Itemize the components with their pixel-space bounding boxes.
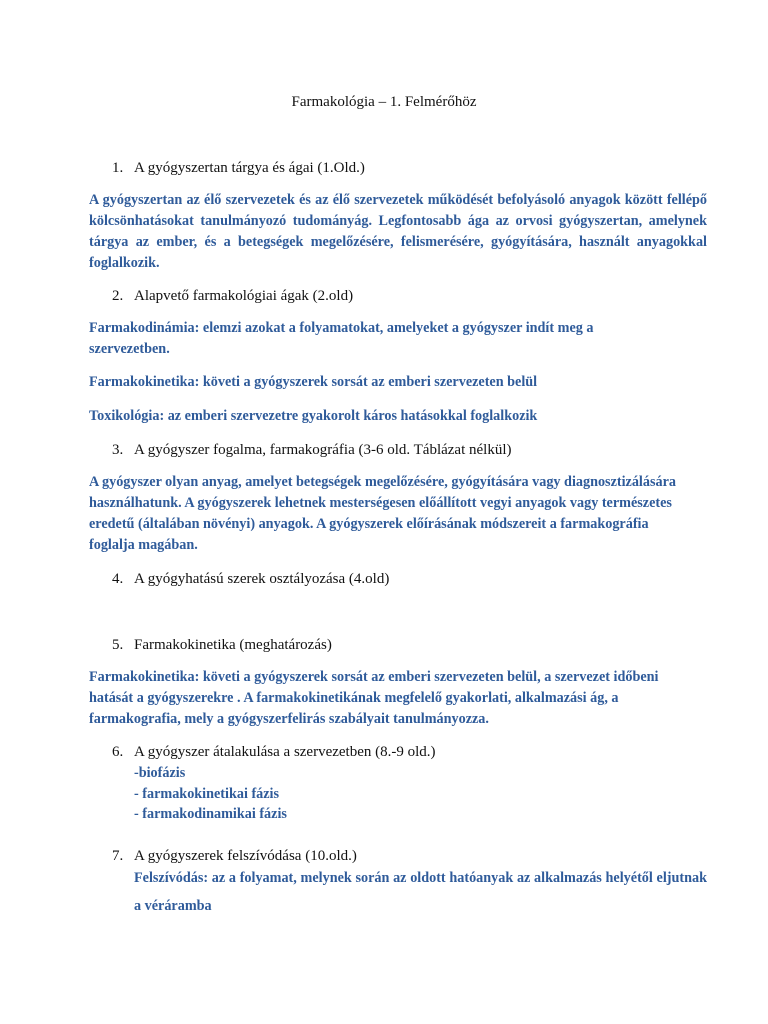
answer-7: Felszívódás: az a folyamat, melynek során az oldott hatóanyak az alkalmazás helyétől eljutnak a véráramba (134, 870, 707, 914)
question-number: 1. (112, 160, 124, 176)
question-4 (112, 569, 389, 589)
answer-farmakodinamia: Farmakodinámia: elemzi azokat a folyamatokat, amelyeket a gyógyszer indít meg a szervezetben. (89, 320, 594, 357)
question-text: Alapvető farmakológiai ágak (2.old) (134, 288, 354, 304)
question-number: 6. (112, 744, 124, 760)
answer-3: A gyógyszer olyan anyag, amelyet betegségek megelőzésére, gyógyítására vagy diagnosztizálására használhatunk. A gyógyszerek lehetnek mesterségesen előállított vegyi anyagok vagy természetes eredetű (általában növényi) anyagok. A gyógyszerek előírásának módszereit a farmakográfia foglalja magában. (89, 474, 676, 553)
question-number: 3. (112, 442, 124, 458)
question-5 (112, 635, 332, 655)
question-2 (112, 286, 353, 306)
question-number: 4. (112, 571, 124, 587)
question-7 (112, 846, 357, 866)
question-number: 2. (112, 288, 124, 304)
question-3 (112, 440, 512, 460)
question-6 (112, 742, 436, 762)
answer-5: Farmakokinetika: követi a gyógyszerek sorsát az emberi szervezeten belül, a szervezet időbeni hatását a gyógyszerekre . A farmakokinetikának megfelelő gyakorlati, alkalmazási ág, a farmakografia, mely a gyógyszerfelirás szabályait tanulmányozza. (89, 669, 659, 727)
phase-farmakokinetikai: - farmakokinetikai fázis (134, 785, 280, 802)
answer-1: A gyógyszertan az élő szervezetek és az élő szervezetek működését befolyásoló anyagok között fellépő kölcsönhatásokat tanulmányozó tudományág. Legfontosabb ága az orvosi gyógyszertan, amelynek tárgya az ember, és a betegségek megelőzésére, felismerésére, gyógyítására, használt anyagokkal foglalkozik. (89, 192, 707, 271)
question-text: A gyógyszerek felszívódása (10.old.) (134, 848, 357, 864)
question-text: A gyógyszer átalakulása a szervezetben (8.-9 old.) (134, 744, 436, 760)
question-text: A gyógyhatású szerek osztályozása (4.old) (134, 571, 390, 587)
question-number: 7. (112, 848, 124, 864)
document-title: Farmakológia – 1. Felmérőhöz (291, 94, 477, 110)
answer-toxikologia: Toxikológia: az emberi szervezetre gyakorolt káros hatásokkal foglalkozik (89, 408, 538, 424)
question-1 (112, 158, 365, 178)
question-text: A gyógyszer fogalma, farmakográfia (3-6 old. Táblázat nélkül) (134, 442, 512, 458)
question-text: A gyógyszertan tárgya és ágai (1.Old.) (134, 160, 365, 176)
phase-farmakodinamikai: - farmakodinamikai fázis (134, 806, 287, 822)
question-text: Farmakokinetika (meghatározás) (134, 637, 332, 653)
phase-biofazis: -biofázis (134, 765, 186, 781)
question-number: 5. (112, 637, 124, 653)
answer-farmakokinetika: Farmakokinetika: követi a gyógyszerek sorsát az emberi szervezeten belül (89, 374, 538, 390)
